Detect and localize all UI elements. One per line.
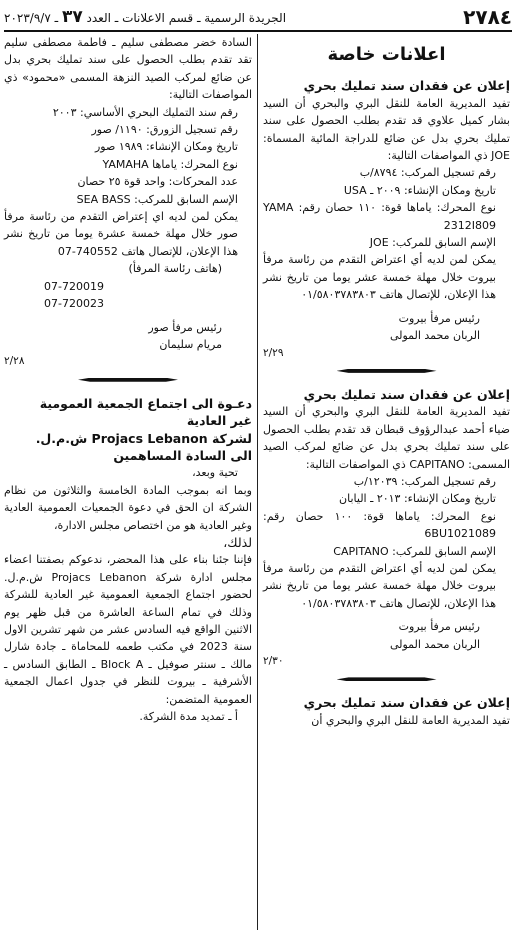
- running-title: الجريدة الرسمية ـ قسم الاعلانات ـ العدد: [86, 11, 287, 25]
- signatory-title: رئيس مرفأ بيروت: [398, 620, 480, 634]
- ad-title: إعلان عن فقدان سند تمليك بحري: [303, 386, 510, 402]
- ad-spec: الإسم السابق للمركب: SEA BASS: [76, 192, 238, 206]
- ad-spec: الإسم السابق للمركب: CAPITANO: [333, 544, 496, 558]
- ad-spec: الإسم السابق للمركب: JOE: [369, 236, 496, 250]
- ad-notice: يمكن لمن لديه أي اعتراض التقدم من رئاسة مرفأ بيروت خلال مهلة خمسة عشر يوما من تاريخ نشر هذا الإعلان، للإتصال هاتف ٠١/٥٨٠٣٧٨٣٨٠٣: [263, 253, 496, 302]
- issue-number: ٣٧: [61, 7, 83, 27]
- signatory-name: مريام سليمان: [159, 337, 222, 351]
- ad-spec: رقم تسجيل المركب: ١٢٠٣٩/ب: [353, 474, 496, 488]
- ad-notice: يمكن لمن لديه أي اعتراض التقدم من رئاسة مرفأ بيروت خلال مهلة خمسة عشر يوما من تاريخ نشر هذا الإعلان، للإتصال هاتف ٠١/٥٨٠٣٧٨٣٨٠٣: [263, 561, 496, 610]
- ad-spec: تاريخ ومكان الإنشاء: ٢٠١٣ ـ اليابان: [339, 492, 496, 506]
- ad-title: إعلان عن فقدان سند تمليك بحري: [303, 695, 510, 711]
- signatory-name: الربان محمد المولى: [389, 637, 480, 651]
- ad-title: إعلان عن فقدان سند تمليك بحري: [303, 78, 510, 94]
- ornamental-separator: [263, 366, 510, 376]
- ad-spec: نوع المحرك: ياماها قوة: ١١٠ حصان رقم: YAMA 2312I809: [263, 201, 496, 232]
- ornamental-separator: [4, 375, 252, 385]
- issue-date: ـ ٢٠٢٣/٩/٧: [4, 11, 59, 25]
- ad-spec: رقم سند التمليك البحري الأساسي: ٢٠٠٣: [52, 105, 238, 119]
- ornamental-separator: [263, 674, 510, 684]
- ad-spec: رقم تسجيل المركب: ٨٧٩٤/ب: [359, 166, 496, 180]
- ad-body: تفيد المديرية العامة للنقل البري والبحري أن السيد بشار كميل علاوي قد تقدم بطلب الحصول على سند تمليك بحري بدل عن ضائع للدراجة المائية المسماة: JOE ذي المواصفات التالية:: [263, 96, 510, 163]
- ad-spec: نوع المحرك: ياماها YAMAHA: [102, 157, 238, 171]
- phones-label: (هاتف رئاسة المرفأ): [128, 262, 222, 276]
- meeting-greeting: تحية وبعد،: [192, 466, 238, 480]
- column-divider: [257, 34, 258, 930]
- meeting-company: لشركة Projacs Lebanon ش.م.ل.: [35, 430, 252, 446]
- phone-number: 07-720019: [44, 279, 104, 293]
- ad-spec: نوع المحرك: ياماها قوة: ١٠٠ حصان رقم: 6BU1021089: [263, 509, 496, 541]
- meeting-paragraph: فإننا جئنا بناء على هذا المحضر، ندعوكم بصفتنا اعضاء مجلس ادارة شركة Projacs Lebanon ش.م.ل. لحضور اجتماع الجمعية العمومية غير العادية للشركة وذلك في تمام الساعة العاشرة من قبل ظهر يوم الاثنين الواقع فيه السادس عشر من شهر تشرين الاول سنة 2023 في مكتب طعمه للمحاماة ـ جادة شارل مالك ـ سنتر صوفيل ـ Block A ـ الطابق السادس ـ الأشرفية ـ بيروت للنظر في جدول اعمال الجمعية العمومية المتضمن:: [4, 553, 253, 706]
- signatory-name: الربان محمد المولى: [389, 329, 480, 343]
- ad-spec: عدد المحركات: واحد قوة ٢٥ حصان: [77, 175, 238, 189]
- section-title: اعلانات خاصة: [327, 44, 446, 65]
- left-column: [4, 34, 252, 725]
- meeting-addressee: الى السادة المساهمين: [113, 447, 252, 463]
- ad-spec: تاريخ ومكان الإنشاء: ١٩٨٩ صور: [94, 140, 238, 154]
- page-header: [4, 4, 512, 32]
- ad-body: تفيد المديرية العامة للنقل البري والبحري أن: [311, 713, 510, 727]
- agenda-item: أ ـ تمديد مدة الشركة.: [139, 710, 238, 724]
- meeting-subtitle: غير العادية: [186, 413, 252, 429]
- meeting-title: دعـوة الى اجتماع الجمعية العمومية: [39, 395, 252, 411]
- ad-notice: يمكن لمن لديه اي إعتراض التقدم من رئاسة مرفأ صور خلال مهلة خمسة عشرة يوما من تاريخ نشر هذا الإعلان، للإتصال هاتف 740552-07: [4, 210, 238, 258]
- right-column: [263, 34, 510, 729]
- ad-number: ٢/٣٠: [263, 655, 284, 667]
- meeting-hence: لذلك،: [223, 534, 252, 550]
- signatory-title: رئيس مرفأ بيروت: [398, 311, 480, 325]
- ad-body-continued: السادة خضر مصطفى سليم ـ فاطمة مصطفى سليم تقد تقدم بطلب الحصول على سند تمليك بحري بدل عن ضائع لمركب الصيد النزهة المسمى «محمود» ذي المواصفات التالية:: [4, 36, 252, 102]
- signatory-title: رئيس مرفأ صور: [148, 320, 222, 334]
- running-header: [4, 7, 286, 27]
- meeting-paragraph: وبما انه بموجب المادة الخامسة والثلاثون من نظام الشركة ان الحق في دعوة الجمعيات العمومية العادية وغير العادية هو من اختصاص مجلس الادارة،: [4, 483, 252, 532]
- ad-number: ٢/٢٨: [4, 355, 25, 368]
- page-number: ٢٧٨٤: [463, 5, 512, 29]
- phone-number: 07-720023: [44, 297, 104, 311]
- ad-body: تفيد المديرية العامة للنقل البري والبحري أن السيد ضياء أحمد عبدالرؤوف قبطان قد تقدم بطلب الحصول على سند تمليك بحري بدل عن ضائع لمركب الصيد المسمى: CAPITANO ذي المواصفات التالية:: [263, 405, 510, 471]
- ad-spec: تاريخ ومكان الإنشاء: ٢٠٠٩ ـ USA: [343, 183, 496, 197]
- ad-number: ٢/٢٩: [263, 346, 284, 359]
- ad-spec: رقم تسجيل الزورق: ١١٩٠/ صور: [91, 123, 238, 137]
